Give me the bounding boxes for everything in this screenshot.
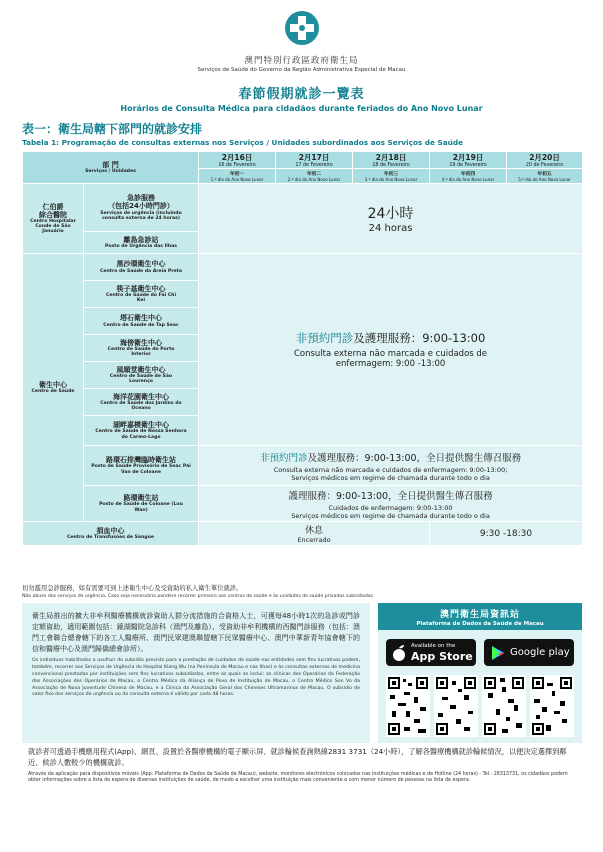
blood-hours-cell: 9:30 -18:30 xyxy=(430,522,583,546)
date-header: 2月19日 19 de Fevereiro xyxy=(430,152,507,169)
table-row xyxy=(23,446,583,486)
schedule-table xyxy=(22,151,583,546)
health-centre-item: 湖畔嘉模衛生中心 Centro de Saúde de Nossa Senhora do Carmo-Lago xyxy=(84,416,199,446)
qr-code-icon[interactable] xyxy=(386,675,430,737)
org-name-pt: Serviços de Saúde do Governo da Região Administrativa Especial de Macau xyxy=(197,67,406,73)
section-title-zh: 表一：衛生局轄下部門的就診安排 xyxy=(22,122,203,136)
health-centre-hours-cell: 非預約門診及護理服務：9:00-13:00 Consulta externa não marcada e cuidados de enfermagem: 9:00 -13:00 xyxy=(199,254,583,446)
table-row xyxy=(23,522,583,546)
dept-header: 部 門 Serviços / Unidades xyxy=(23,152,199,184)
hospital-label: 仁伯爵 綜合醫院 Centro Hospitalar Conde de São Januário xyxy=(23,184,84,254)
seac-pai-van-label: 路環石排灣臨時衛生站 Posto de Saúde Provisório de Seac Pai Van de Coloane xyxy=(84,446,199,486)
google-play-icon xyxy=(491,645,505,661)
health-centre-item: 風順堂衛生中心 Centro de Saúde de São Lourenço xyxy=(84,362,199,389)
health-centre-item: 塔石衛生中心 Centro de Saúde de Tap Seac xyxy=(84,308,199,335)
blood-centre-label: 捐血中心 Centro de Transfusões de Sangue xyxy=(23,522,199,546)
health-centre-item: 黑沙環衛生中心 Centro de Saúde da Areia Preta xyxy=(84,254,199,281)
lunar-day-header: 年初四 4.º dia do Ano Novo Lunar xyxy=(430,169,507,184)
lunar-day-header: 年初一 1.º dia do Ano Novo Lunar xyxy=(199,169,276,184)
org-name-zh: 澳門特別行政區政府衛生局 xyxy=(244,56,359,66)
bottom-info: 就診者可透過手機應用程式(App)、網頁、設置於各醫療機構的電子顯示屏、就診輪候查詢熱線2831 3731（24小時），了解各醫療機構就診輪候情況，以便決定選擇到鄰近、候診人數較少的機構就診。 Através da aplicação para dispositivos móveis (App: Plataforma de Dados da Saúde de Macau), website, monitores electrónicos colocados nas instituições médicas e da Hotline (24 horas) - Tel.: 28313731, os cidadãos podem obter informações sobre a lista de espera de diversas instituições de saúde, de modo a escolher uma instituição mais conveniente e com menor número de pessoas na lista de espera. xyxy=(28,747,568,784)
coloane-hours-cell: 護理服務：9:00-13:00，全日提供醫生傳召服務 Cuidados de enfermagem: 9:00-13:00 Serviços médicos em regime de chamada durante todo o dia xyxy=(199,486,583,522)
health-centre-item: 海洋花園衛生中心 Centro de Saúde dos Jardins do Oceano xyxy=(84,389,199,416)
date-header: 2月16日 16 de Fevereiro xyxy=(199,152,276,169)
subsidy-info-box: 衛生局推出的擴大非牟利醫療機構就診資助人群分流措施的合資格人士，可獲每48小時1次的急診或門診定額資助，適用範圍包括：鏡湖醫院急診科（澳門及離島）、受資助非牟利機構的西醫門診服務（包括：澳門工會聯合總會轄下的各工人醫療所、澳門民眾建澳聯盟轄下民眾醫療中心、澳門中華新青年協會轄下的信和醫療中心及澳門歸僑總會診所）。 Os indivíduos habilitados a usufruir do subsídio previsto para a prestação de cuidados de saúde nas entidades sem fins lucrativos podem, também, recorrer aos Serviços de Urgência do Hospital Kiang Wu (na Península de Macau e nas Ilhas) e às consultas externas de medicina convencional prestadas por instituições sem fins lucrativos subsidiadas, entre as quais se inclui: as clínicas dos Operários da Federação das Associações dos Operários de Macau, o Centro Médico da Aliança de Povo de Instituição de Macau, o Centro Médico Son Vo da Associação de Nova Juventude Chinesa de Macau, e a Clínica da Associação Geral dos Chineses Ultramarinos de Macau. O subsídio de valor fixo dos serviços de urgência ou da consulta externa é válido por cada 48 horas. xyxy=(22,603,370,743)
health-bureau-logo-icon xyxy=(284,10,320,46)
table-row xyxy=(23,486,583,522)
emergency-note: 切勿濫用急診服務，如有需要可到上述衛生中心及受資助的私人衛生單位就診。 Não abuse dos serviços de urgência. Caso seja necessário pondere recorrer primeiro aos centros de saúde e às unidades de saúde privadas subsidiadas. xyxy=(22,585,375,599)
date-header: 2月20日 20 de Fevereiro xyxy=(507,152,583,169)
apple-icon xyxy=(392,644,406,661)
page-title-pt: Horários de Consulta Médica para cidadãos durante feriados do Ano Novo Lunar xyxy=(120,104,483,113)
blood-closed-cell: 休息 Encerrado xyxy=(199,522,430,546)
lunar-day-header: 年初二 2.º dia do Ano Novo Lunar xyxy=(276,169,353,184)
app-store-badge[interactable]: Available on the App Store xyxy=(386,639,476,666)
table-row xyxy=(23,184,583,232)
seac-pai-van-hours-cell: 非預約門診及護理服務：9:00-13:00，全日提供醫生傳召服務 Consulta externa não marcada e cuidados de enfermagem: 9:00-13:00; Serviços médicos em regime de chamada durante todo o dia xyxy=(199,446,583,486)
hospital-hours-cell: 24小時 24 horas xyxy=(199,184,583,254)
islands-emergency-label: 離島急診站 Posto de Urgência das Ilhas xyxy=(84,232,199,254)
date-header: 2月17日 17 de Fevereiro xyxy=(276,152,353,169)
lunar-day-header: 年初三 3.º dia do Ano Novo Lunar xyxy=(353,169,430,184)
health-centre-item: 海傍衛生中心 Centro de Saúde do Porto Interior xyxy=(84,335,199,362)
health-centre-item: 筷子基衛生中心 Centro de Saúde do Fai Chi Kei xyxy=(84,281,199,308)
qr-code-icon[interactable] xyxy=(530,675,574,737)
section-title-pt: Tabela 1: Programação de consultas externas nos Serviços / Unidades subordinados aos Serviços de Saúde xyxy=(22,138,464,147)
table-header-row xyxy=(23,152,583,169)
qr-code-icon[interactable] xyxy=(434,675,478,737)
page-header xyxy=(0,10,603,113)
qr-code-icon[interactable] xyxy=(482,675,526,737)
google-play-badge[interactable]: Google play xyxy=(484,639,574,666)
health-centre-label: 衛生中心 Centro de Saúde xyxy=(23,254,84,522)
page-title-zh: 春節假期就診一覽表 xyxy=(238,87,365,102)
app-info-box xyxy=(378,603,582,743)
lunar-day-header: 年初五 5.º dia do Ano Novo Lunar xyxy=(507,169,583,184)
emergency-service-label: 急診服務 （包括24小時門診） Serviços de urgência (incluindo consulta externa de 24 horas) xyxy=(84,184,199,232)
date-header: 2月18日 18 de Fevereiro xyxy=(353,152,430,169)
table-row xyxy=(23,254,583,281)
app-info-header: 澳門衛生局資訊站 Plataforma de Dados da Saúde de Macau xyxy=(378,603,582,630)
section-heading xyxy=(22,120,582,147)
coloane-label: 路環衛生站 Posto de Saúde de Coloane (Lou Wan) xyxy=(84,486,199,522)
